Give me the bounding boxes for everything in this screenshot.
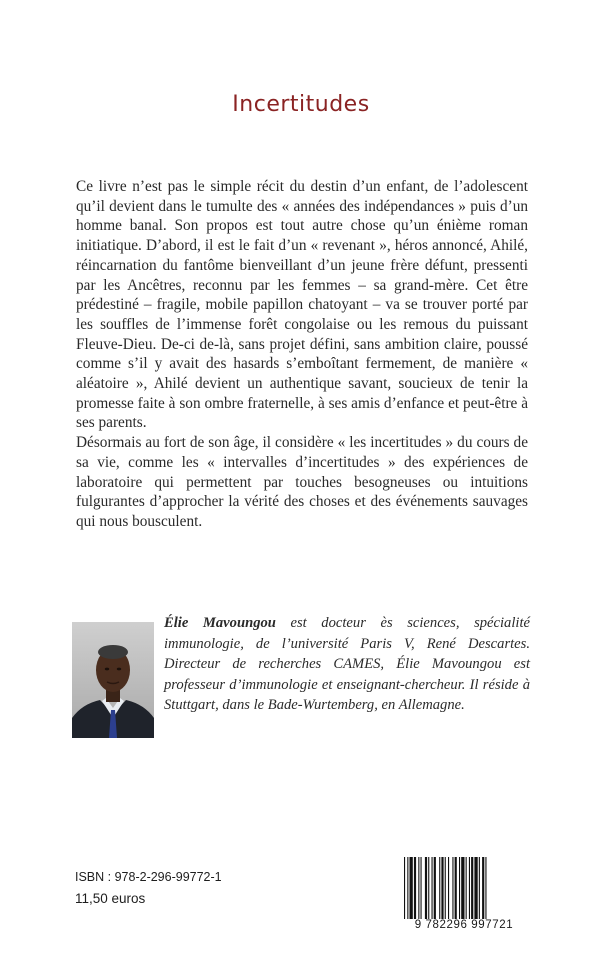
isbn: ISBN : 978-2-296-99772-1 bbox=[75, 870, 222, 884]
barcode-digits: 9 782296 997721 bbox=[400, 919, 528, 931]
summary-paragraph-2: Désormais au fort de son âge, il considère « les incertitudes » du cours de sa vie, comme les « intervalles d’incertitudes » des expériences de laboratoire qui permettent par touches besogneuses ou intuitions fulgurantes d’approcher la vérité des choses et des événements sauvages qui nous bousculent. bbox=[76, 434, 528, 530]
author-bio bbox=[164, 613, 530, 716]
barcode-bar bbox=[439, 857, 440, 919]
barcode-bar bbox=[441, 857, 443, 919]
barcode-bar bbox=[432, 857, 433, 919]
book-summary bbox=[76, 177, 528, 532]
barcode-bar bbox=[479, 857, 480, 919]
price: 11,50 euros bbox=[75, 891, 146, 906]
barcode-bar bbox=[448, 857, 449, 919]
barcode-bar bbox=[428, 857, 429, 919]
barcode-bar bbox=[425, 857, 427, 919]
barcode-bar bbox=[445, 857, 446, 919]
author-name: Élie Mavoungou bbox=[164, 615, 276, 631]
barcode-bar bbox=[455, 857, 457, 919]
barcode-bar bbox=[459, 857, 460, 919]
barcode-bar bbox=[410, 857, 413, 919]
barcode-bar bbox=[469, 857, 470, 919]
barcode-bar bbox=[482, 857, 484, 919]
barcode-bar bbox=[461, 857, 464, 919]
barcode-bar bbox=[404, 857, 405, 919]
author-portrait-image bbox=[72, 622, 154, 738]
barcode-bar bbox=[466, 857, 467, 919]
barcode-bar bbox=[421, 857, 422, 919]
author-bio-text: est docteur ès sciences, spécialité immunologie, de l’université Paris V, René Descartes. Directeur de recherches CAMES, Élie Mavoungou est professeur d’immunologie et enseignant-chercheur. Il réside à Stuttgart, dans le Bade-Wurtemberg, en Allemagne. bbox=[164, 615, 530, 714]
summary-paragraph-1: Ce livre n’est pas le simple récit du destin d’un enfant, de l’adolescent qu’il devient dans le tumulte des « années des indépendances » puis d’un homme banal. Son propos est tout autre chose qu’un énième roman initiatique. D’abord, il est le fait d’un « revenant », héros annoncé, Ahilé, réincarnation du fantôme bienveillant d’un jeune frère défunt, pressenti par les Ancêtres, reconnu par les femmes – sa grand-mère. Cet être prédestiné – fragile, mobile papillon chatoyant – va se trouver porté par les souffles de l’immense forêt congolaise ou les remous du puissant Fleuve-Dieu. De-ci de-là, sans projet défini, sans ambition claire, poussé comme s’il y avait des hasards s’emboîtant fermement, de manière « aléatoire », Ahilé devient un authentique savant, soucieux de tenir la promesse faite à son ombre fraternelle, à ses amis d’enfance et peut-être à ses parents. bbox=[76, 178, 528, 432]
barcode-bar bbox=[407, 857, 408, 919]
book-title: Incertitudes bbox=[232, 92, 370, 117]
barcode-bar bbox=[452, 857, 453, 919]
barcode-bar bbox=[418, 857, 419, 919]
barcode-bar bbox=[471, 857, 473, 919]
barcode-bar bbox=[434, 857, 436, 919]
author-photo bbox=[72, 622, 154, 738]
barcode-bar bbox=[414, 857, 416, 919]
barcode-bar bbox=[485, 857, 486, 919]
barcode-bar bbox=[474, 857, 477, 919]
